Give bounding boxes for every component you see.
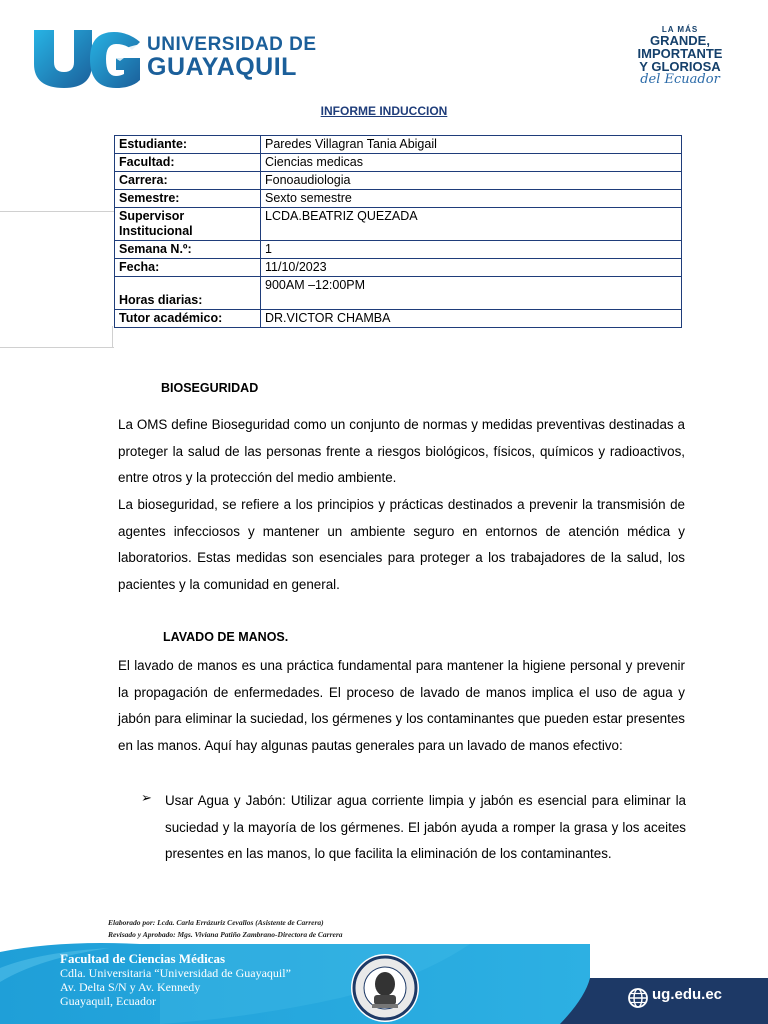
university-logo-icon xyxy=(32,28,144,90)
university-name-line2: GUAYAQUIL xyxy=(147,53,297,81)
paragraph-bioseguridad-1: La OMS define Bioseguridad como un conjunto de normas y medidas preventivas destinadas a proteger la salud de las personas frente a riesgos biológicos, físicos, químicos y radioactivos, entre otros y la protección del medio ambiente. xyxy=(118,417,685,485)
paragraph-lavado-1: El lavado de manos es una práctica fundamental para mantener la higiene personal y prevenir la propagación de enfermedades. El proceso de lavado de manos implica el uso de agua y jabón para eliminar la suciedad, los gérmenes y los contaminantes que pueden estar presentes en las manos. Aquí hay algunas pautas generales para un lavado de manos efectivo: xyxy=(118,658,685,753)
table-row xyxy=(115,172,682,190)
slogan-block xyxy=(620,26,740,86)
table-row xyxy=(115,190,682,208)
slogan-line2: GRANDE, xyxy=(650,33,710,48)
table-row xyxy=(115,154,682,172)
table-value: Paredes Villagran Tania Abigail xyxy=(261,136,682,154)
table-row xyxy=(115,136,682,154)
bullet-arrow-icon: ➢ xyxy=(141,790,152,805)
globe-icon xyxy=(628,988,648,1008)
slogan-line4: Y GLORIOSA xyxy=(639,59,721,74)
slogan-line5: del Ecuador xyxy=(640,72,720,87)
table-row xyxy=(115,310,682,328)
document-title: INFORME INDUCCION xyxy=(320,104,448,118)
table-label: Semestre: xyxy=(115,190,261,208)
table-row xyxy=(115,277,682,310)
table-value: LCDA.BEATRIZ QUEZADA xyxy=(261,208,682,241)
credit-elaborated: Elaborado por: Lcda. Carla Errázuriz Cevallos (Asistente de Carrera) xyxy=(108,918,324,927)
paragraph-bioseguridad-2: La bioseguridad, se refiere a los principios y prácticas destinados a prevenir la transmisión de agentes infecciosos y mantener un ambiente seguro en entornos de atención médica y laboratorios. Estas medidas son esenciales para proteger a los trabajadores de la salud, los pacientes y la comunidad en general. xyxy=(118,497,685,592)
section-heading-bioseguridad: BIOSEGURIDAD xyxy=(161,381,259,395)
table-label: Carrera: xyxy=(115,172,261,190)
table-value: Fonoaudiologia xyxy=(261,172,682,190)
footer-address1: Cdla. Universitaria “Universidad de Guayaquil” xyxy=(60,966,291,980)
margin-line xyxy=(0,211,114,212)
credit-reviewed: Revisado y Aprobado: Mgs. Viviana Patiño Zambrano-Directora de Carrera xyxy=(108,930,343,939)
table-label: Tutor académico: xyxy=(115,310,261,328)
slogan-line1: LA MÁS xyxy=(661,25,699,34)
table-value: 11/10/2023 xyxy=(261,259,682,277)
footer-address3: Guayaquil, Ecuador xyxy=(60,994,156,1008)
table-label: Fecha: xyxy=(115,259,261,277)
table-label: Horas diarias: xyxy=(115,277,261,310)
table-value: 900AM –12:00PM xyxy=(261,277,682,310)
table-value: Sexto semestre xyxy=(261,190,682,208)
table-row xyxy=(115,208,682,241)
faculty-seal-icon xyxy=(350,953,420,1023)
table-label: Facultad: xyxy=(115,154,261,172)
table-value: 1 xyxy=(261,241,682,259)
bullet-item: Usar Agua y Jabón: Utilizar agua corriente limpia y jabón es esencial para eliminar la suciedad y la mayoría de los gérmenes. El jabón ayuda a romper la grasa y los aceites presentes en las manos, lo que facilita la eliminación de los contaminantes. xyxy=(165,793,686,861)
website-link[interactable]: ug.edu.ec xyxy=(652,986,723,1003)
footer-faculty: Facultad de Ciencias Médicas xyxy=(60,951,226,966)
footer-contact xyxy=(60,952,291,1008)
table-row xyxy=(115,241,682,259)
table-label: Estudiante: xyxy=(115,136,261,154)
section-heading-lavado: LAVADO DE MANOS. xyxy=(163,630,289,644)
table-value: Ciencias medicas xyxy=(261,154,682,172)
table-label: Semana N.º: xyxy=(115,241,261,259)
slogan-line3: IMPORTANTE xyxy=(637,46,723,61)
student-info-table xyxy=(114,135,682,328)
margin-line xyxy=(0,347,114,348)
table-value: DR.VICTOR CHAMBA xyxy=(261,310,682,328)
margin-line xyxy=(112,326,113,348)
table-label: Supervisor Institucional xyxy=(115,208,261,241)
table-row xyxy=(115,259,682,277)
footer-address2: Av. Delta S/N y Av. Kennedy xyxy=(60,980,201,994)
university-name-line1: UNIVERSIDAD DE xyxy=(147,34,317,55)
